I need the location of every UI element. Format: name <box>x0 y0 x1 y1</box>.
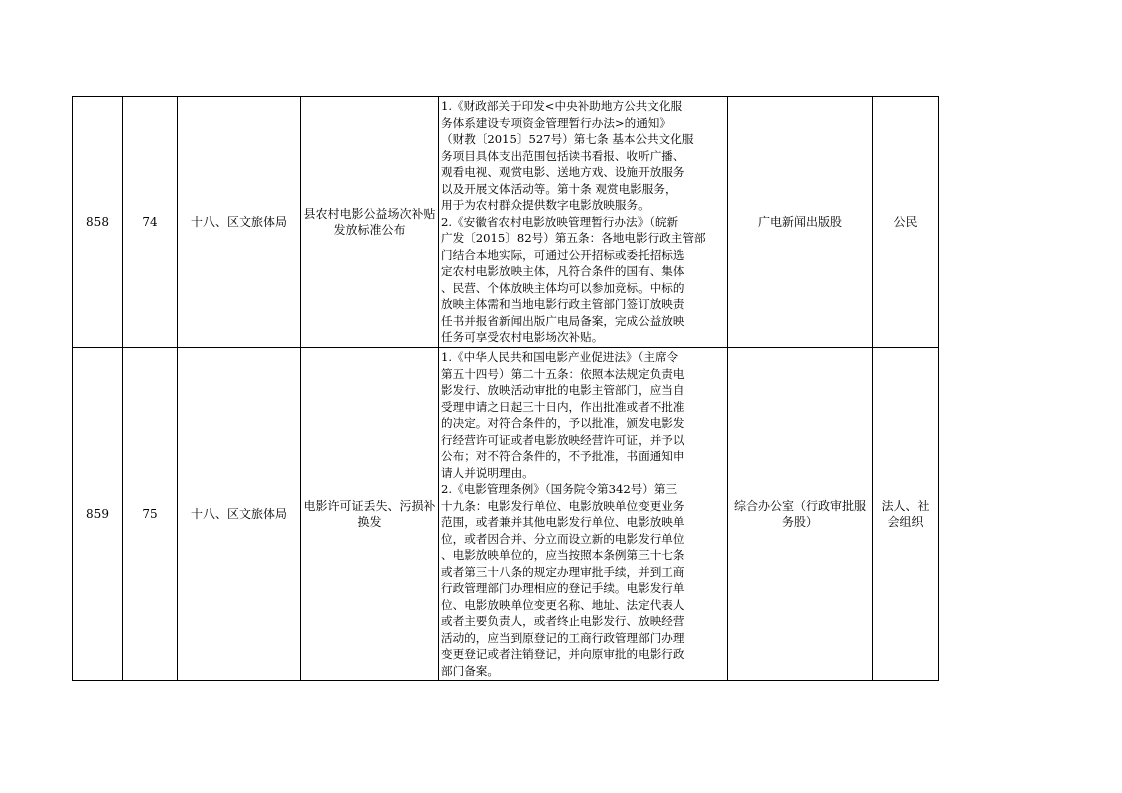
basis-line: 变更登记或者注销登记，并向原审批的电影行政 <box>441 647 685 661</box>
basis-line: 放映主体需和当地电影行政主管部门签订放映责 <box>441 297 685 312</box>
basis-line: （财教〔2015〕527号）第七条 基本公共文化服 <box>441 132 694 147</box>
basis-line: 或者主要负责人，或者终止电影发行、放映经营 <box>441 614 685 628</box>
unit-cell: 十八、区文旅体局 <box>178 348 301 681</box>
basis-line: 的决定。对符合条件的，予以批准，颁发电影发 <box>441 416 685 430</box>
basis-line: 公布；对不符合条件的，不予批准，书面通知申 <box>441 449 685 463</box>
basis-line: 1.《财政部关于印发<中央补助地方公共文化服 <box>441 99 683 114</box>
basis-line: 受理申请之日起三十日内，作出批准或者不批准 <box>441 399 685 414</box>
table-row <box>73 97 939 348</box>
basis-line: 以及开展文体活动等。第十条 观赏电影服务， <box>441 181 677 196</box>
basis-line: 或者第三十八条的规定办理审批手续，并到工商 <box>441 564 685 579</box>
basis-line: 1.《中华人民共和国电影产业促进法》（主席令 <box>441 350 679 364</box>
sub-seq-cell: 75 <box>123 348 178 681</box>
basis-line: 2.《安徽省农村电影放映管理暂行办法》（皖新 <box>441 214 679 229</box>
matters-table <box>72 96 939 681</box>
basis-line: 十九条：电影发行单位、电影放映单位变更业务 <box>441 498 685 513</box>
unit-cell: 十八、区文旅体局 <box>178 97 301 348</box>
basis-line: 门结合本地实际，可通过公开招标或委托招标选 <box>441 247 685 262</box>
basis-line: 用于为农村群众提供数字电影放映服务。 <box>441 198 650 213</box>
basis-line: 请人并说明理由。 <box>441 465 534 480</box>
basis-line: 务项目具体支出范围包括读书看报、收听广播、 <box>441 148 685 163</box>
basis-line: 行经营许可证或者电影放映经营许可证，并予以 <box>441 432 685 447</box>
sub-seq-cell: 74 <box>123 97 178 348</box>
basis-line: 行政管理部门办理相应的登记手续。电影发行单 <box>441 581 685 595</box>
seq-cell: 859 <box>73 348 123 681</box>
basis-line: 影发行、放映活动审批的电影主管部门，应当自 <box>441 383 685 397</box>
basis-line: 2.《电影管理条例》（国务院令第342号）第三 <box>441 482 678 496</box>
basis-line: 活动的，应当到原登记的工商行政管理部门办理 <box>441 630 685 645</box>
seq-cell: 858 <box>73 97 123 348</box>
basis-line: 、电影放映单位的，应当按照本条例第三十七条 <box>441 548 685 562</box>
item-name-cell: 电影许可证丢失、污损补换发 <box>301 348 439 681</box>
basis-line: 范围，或者兼并其他电影发行单位、电影放映单 <box>441 515 685 529</box>
basis-line: 、民营、个体放映主体均可以参加竞标。中标的 <box>441 280 685 295</box>
basis-line: 任书并报省新闻出版广电局备案，完成公益放映 <box>441 313 685 328</box>
basis-line: 广发〔2015〕82号）第五条：各地电影行政主管部 <box>441 231 706 246</box>
target-cell: 公民 <box>873 97 939 348</box>
basis-line: 位、电影放映单位变更名称、地址、法定代表人 <box>441 597 685 612</box>
basis-line: 部门备案。 <box>441 663 499 678</box>
basis-line: 务体系建设专项资金管理暂行办法>的通知》 <box>441 115 671 130</box>
basis-line: 观看电视、观赏电影、送地方戏、设施开放服务 <box>441 165 685 180</box>
legal-basis-cell <box>439 348 728 681</box>
department-cell: 综合办公室（行政审批服务股） <box>728 348 873 681</box>
legal-basis-cell <box>439 97 728 348</box>
basis-line: 定农村电影放映主体，凡符合条件的国有、集体 <box>441 264 685 279</box>
basis-line: 任务可享受农村电影场次补贴。 <box>441 330 604 345</box>
basis-line: 位，或者因合并、分立而设立新的电影发行单位 <box>441 531 685 546</box>
table-row <box>73 348 939 681</box>
item-name-cell: 县农村电影公益场次补贴发放标准公布 <box>301 97 439 348</box>
target-cell: 法人、社会组织 <box>873 348 939 681</box>
department-cell: 广电新闻出版股 <box>728 97 873 348</box>
basis-line: 第五十四号）第二十五条：依照本法规定负责电 <box>441 366 685 381</box>
